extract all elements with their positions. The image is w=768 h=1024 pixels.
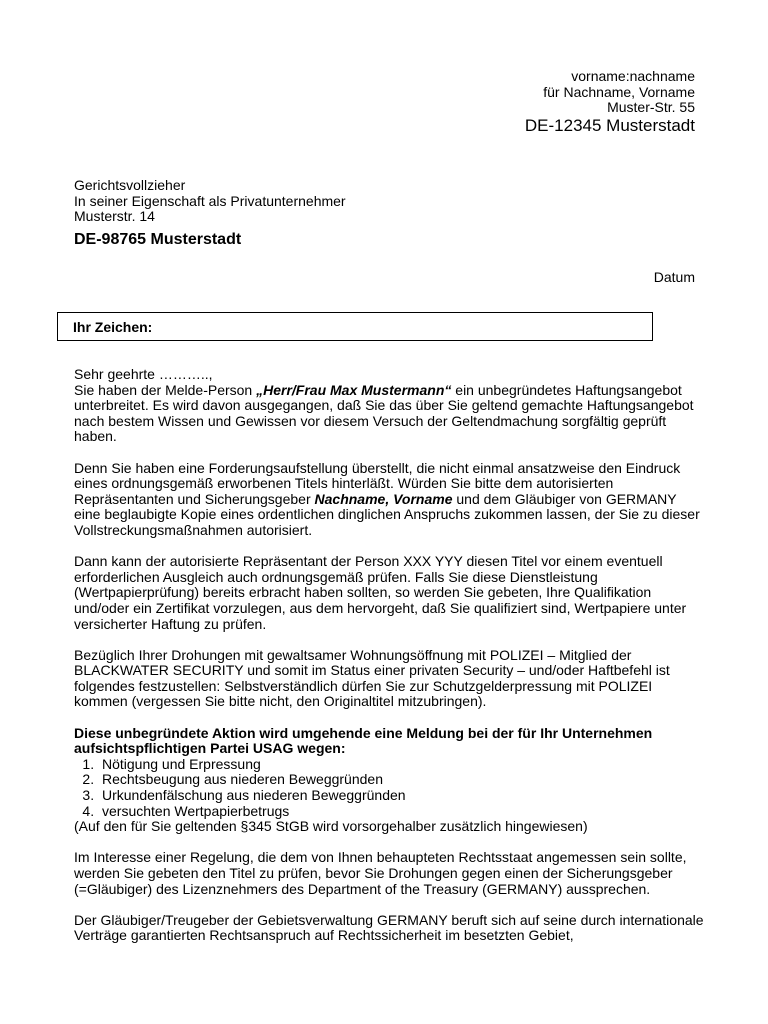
paragraph-5-note: (Auf den für Sie geltenden §345 StGB wird vorsorgehalber zusätzlich hingewiesen) [74, 818, 588, 835]
paragraph-7: Der Gläubiger/Treugeber der Gebietsverwaltung GERMANY beruft sich auf seine durch internationale Verträge garantierten Rechtsanspruch auf Rechtssicherheit im besetzten Gebiet, [74, 911, 704, 944]
sender-line-2: für Nachname, Vorname [543, 83, 695, 100]
recipient-address [74, 178, 346, 249]
paragraph-4: Bezüglich Ihrer Drohungen mit gewaltsamer Wohnungsöffnung mit POLIZEI – Mitglied der BLACKWATER SECURITY und somit im Status einer privaten Security – und/oder Haftbefehl ist folgendes festzustellen: Selbstverständlich dürfen Sie zur Schutzgelderpressung mit POLIZEI kommen (vergessen Sie bitte nicht, den Originaltitel mitzubringen). [74, 646, 670, 710]
recipient-city: DE-98765 Musterstadt [74, 230, 242, 248]
recipient-street: Musterstr. 14 [74, 208, 155, 225]
paragraph-1-text-b: ein unbegründetes Haftungsangebot unterbreitet. Es wird davon ausgegangen, daß Sie das über Sie geltend gemachte Haftungsangebot nach bestem Wissen und Gewissen vor diesem Versuch der Geltendmachung sorgfältig geprüft haben. [74, 381, 694, 445]
reference-box [57, 312, 653, 341]
sender-street: Muster-Str. 55 [607, 99, 695, 116]
sender-address [525, 69, 695, 135]
letter-body [74, 367, 704, 960]
paragraph-2-text-b: und dem Gläubiger von GERMANY eine beglaubigte Kopie eines ordentlichen dinglichen Anspruchs zukommen lassen, der Sie zu dieser Vollstreckungsmaßnahmen autorisiert. [74, 490, 700, 538]
representative-name: Nachname, Vorname [314, 490, 453, 507]
recipient-line-2: In seiner Eigenschaft als Privatunternehmer [74, 192, 346, 209]
offense-list [74, 757, 704, 819]
paragraph-1-text-a: Sie haben der Melde-Person [74, 381, 257, 398]
paragraph-5 [74, 726, 704, 835]
list-item: 1. Nötigung und Erpressung [98, 757, 704, 773]
reference-label: Ihr Zeichen: [73, 319, 153, 335]
list-item: 2. Rechtsbeugung aus niederen Beweggründen [98, 772, 704, 788]
sender-city: DE-12345 Musterstadt [524, 115, 695, 135]
paragraph-3: Dann kann der autorisierte Repräsentant der Person XXX YYY diesen Titel vor einem eventuell erforderlichen Ausgleich auch ordnungsgemäß prüfen. Falls Sie diese Dienstleistung (Wertpapierprüfung) bereits erbracht haben sollten, so werden Sie gebeten, Ihre Qualifikation und/oder ein Zertifikat vorzulegen, aus dem hervorgeht, daß Sie qualifiziert sind, Wertpapiere unter versicherter Haftung zu prüfen. [74, 553, 687, 632]
paragraph-5-heading: Diese unbegründete Aktion wird umgehende eine Meldung bei der für Ihr Unternehmen aufsichtspflichtigen Partei USAG wegen: [74, 724, 653, 757]
salutation: Sehr geehrte ……….., [74, 366, 213, 382]
list-item: 4. versuchten Wertpapierbetrugs [98, 804, 704, 820]
paragraph-1 [74, 383, 704, 445]
paragraph-2 [74, 461, 704, 539]
paragraph-2-text-a: Denn Sie haben eine Forderungsaufstellung überstellt, die nicht einmal ansatzweise den Eindruck eines ordnungsgemäß erworbenen Titels hinterläßt. Würden Sie bitte dem autorisierten Repräsentanten und Sicherungsgeber [74, 459, 681, 507]
list-item: 3. Urkundenfälschung aus niederen Beweggründen [98, 788, 704, 804]
person-name: „Herr/Frau Max Mustermann“ [256, 381, 452, 398]
date-label: Datum [653, 269, 695, 285]
recipient-line-1: Gerichtsvollzieher [74, 177, 186, 193]
paragraph-6: Im Interesse einer Regelung, die dem von Ihnen behaupteten Rechtsstaat angemessen sein sollte, werden Sie gebeten den Titel zu prüfen, bevor Sie Drohungen gegen einen der Sicherungsgeber (=Gläubiger) des Lizenznehmers des Department of the Treasury (GERMANY) aussprechen. [74, 849, 687, 897]
sender-line-1: vorname:nachname [571, 68, 695, 84]
